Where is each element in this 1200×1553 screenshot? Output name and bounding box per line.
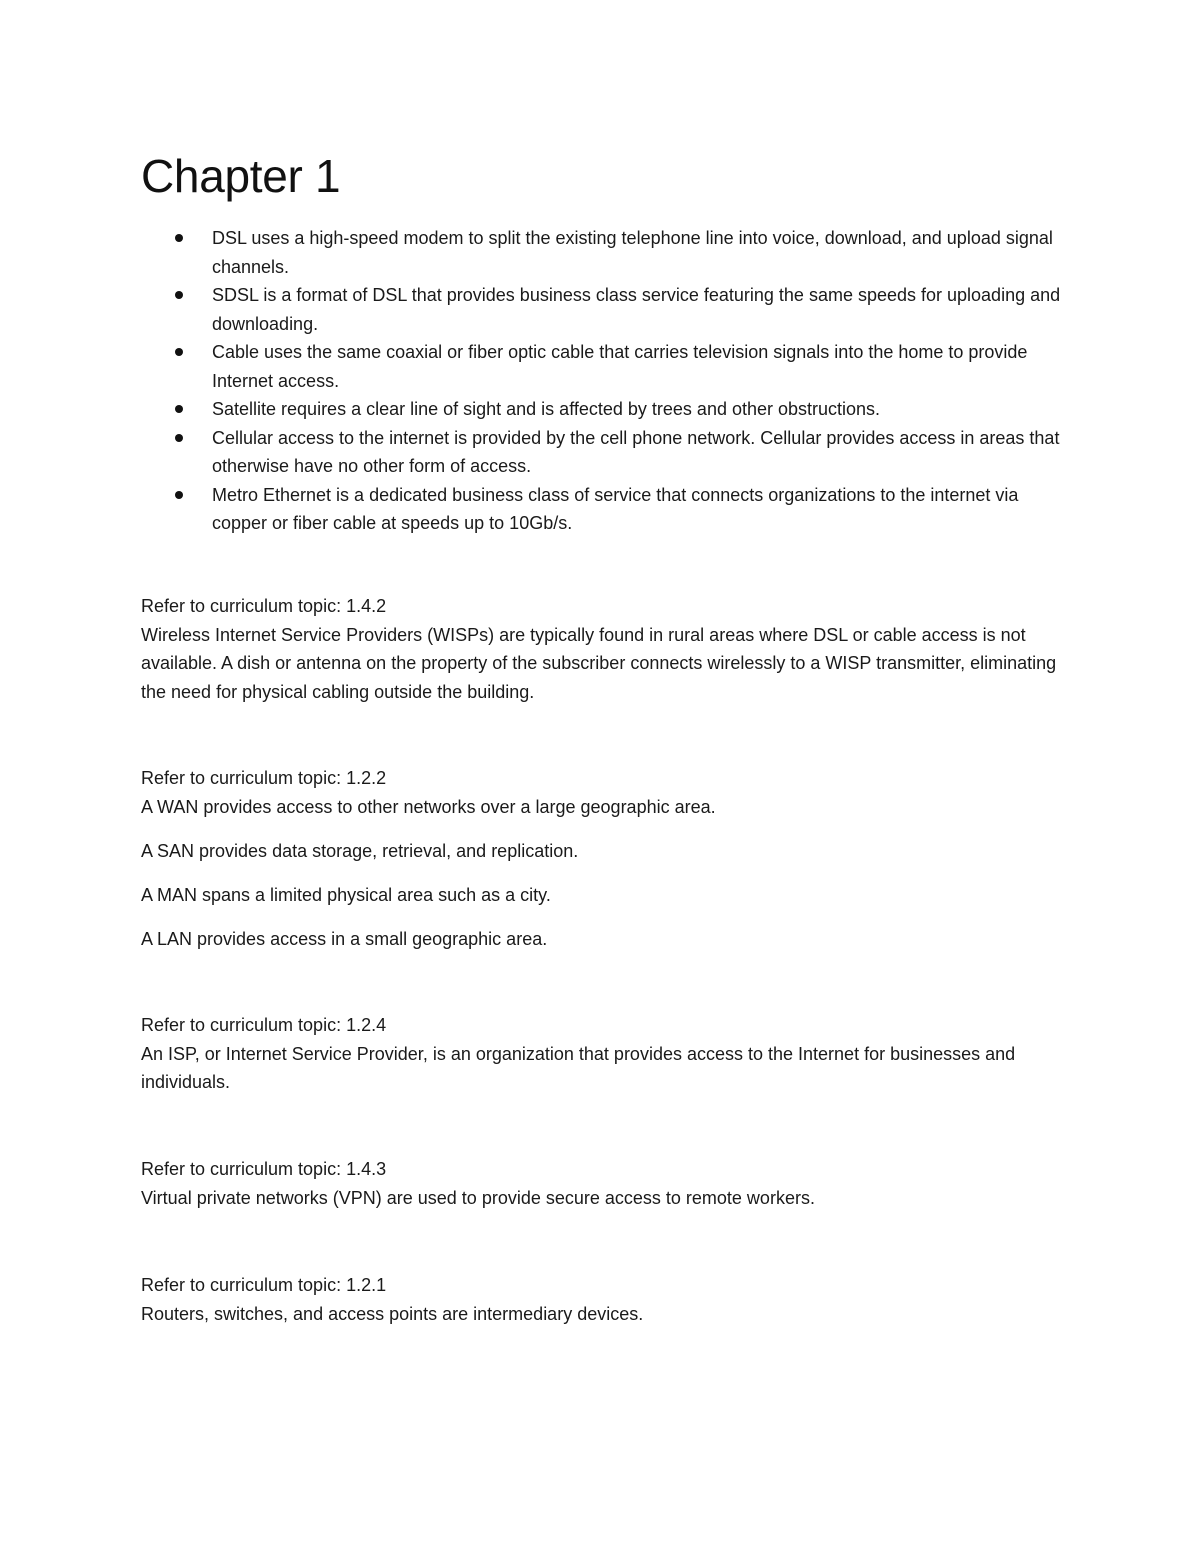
curriculum-reference: Refer to curriculum topic: 1.2.1 bbox=[141, 1275, 387, 1295]
curriculum-section bbox=[141, 1155, 1071, 1212]
list-item-text: Cable uses the same coaxial or fiber optic cable that carries television signals into the home to provide Internet access. bbox=[212, 342, 1028, 391]
curriculum-section bbox=[141, 764, 1071, 953]
curriculum-section bbox=[141, 1011, 1071, 1097]
list-item-text: Cellular access to the internet is provided by the cell phone network. Cellular provides access in areas that otherwise have no other form of access. bbox=[212, 427, 1060, 476]
chapter-title: Chapter 1 bbox=[141, 150, 341, 202]
section-paragraph: A LAN provides access in a small geographic area. bbox=[141, 928, 548, 949]
list-item bbox=[141, 481, 1061, 538]
list-item bbox=[141, 224, 1061, 281]
bullet-icon bbox=[175, 405, 183, 413]
list-item-text: Satellite requires a clear line of sight and is affected by trees and other obstructions. bbox=[212, 399, 881, 419]
section-paragraph: A SAN provides data storage, retrieval, and replication. bbox=[141, 840, 579, 861]
section-paragraph: A WAN provides access to other networks over a large geographic area. bbox=[141, 796, 716, 817]
curriculum-section bbox=[141, 1271, 1071, 1328]
curriculum-section bbox=[141, 592, 1071, 706]
curriculum-reference: Refer to curriculum topic: 1.2.2 bbox=[141, 768, 387, 788]
section-paragraph: Routers, switches, and access points are intermediary devices. bbox=[141, 1303, 644, 1324]
list-item bbox=[141, 395, 1061, 424]
curriculum-reference: Refer to curriculum topic: 1.4.3 bbox=[141, 1159, 387, 1179]
list-item-text: SDSL is a format of DSL that provides business class service featuring the same speeds for uploading and downloading. bbox=[212, 285, 1061, 334]
curriculum-reference: Refer to curriculum topic: 1.4.2 bbox=[141, 596, 387, 616]
list-item bbox=[141, 281, 1061, 338]
section-paragraph: Virtual private networks (VPN) are used to provide secure access to remote workers. bbox=[141, 1187, 815, 1208]
section-paragraph: Wireless Internet Service Providers (WISPs) are typically found in rural areas where DSL or cable access is not available. A dish or antenna on the property of the subscriber connects wirelessly to a WISP transmitter, eliminating the need for physical cabling outside the building. bbox=[141, 624, 1057, 702]
list-item-text: DSL uses a high-speed modem to split the existing telephone line into voice, download, and upload signal channels. bbox=[212, 228, 1053, 277]
bullet-icon bbox=[175, 434, 183, 442]
list-item-text: Metro Ethernet is a dedicated business class of service that connects organizations to the internet via copper or fiber cable at speeds up to 10Gb/s. bbox=[212, 484, 1019, 533]
section-paragraph: An ISP, or Internet Service Provider, is an organization that provides access to the Internet for businesses and individuals. bbox=[141, 1043, 1016, 1092]
section-paragraph: A MAN spans a limited physical area such as a city. bbox=[141, 884, 551, 905]
bullet-list bbox=[141, 224, 1061, 538]
list-item bbox=[141, 338, 1061, 395]
bullet-icon bbox=[175, 348, 183, 356]
list-item bbox=[141, 424, 1061, 481]
bullet-icon bbox=[175, 234, 183, 242]
bullet-icon bbox=[175, 291, 183, 299]
bullet-icon bbox=[175, 491, 183, 499]
curriculum-reference: Refer to curriculum topic: 1.2.4 bbox=[141, 1015, 387, 1035]
